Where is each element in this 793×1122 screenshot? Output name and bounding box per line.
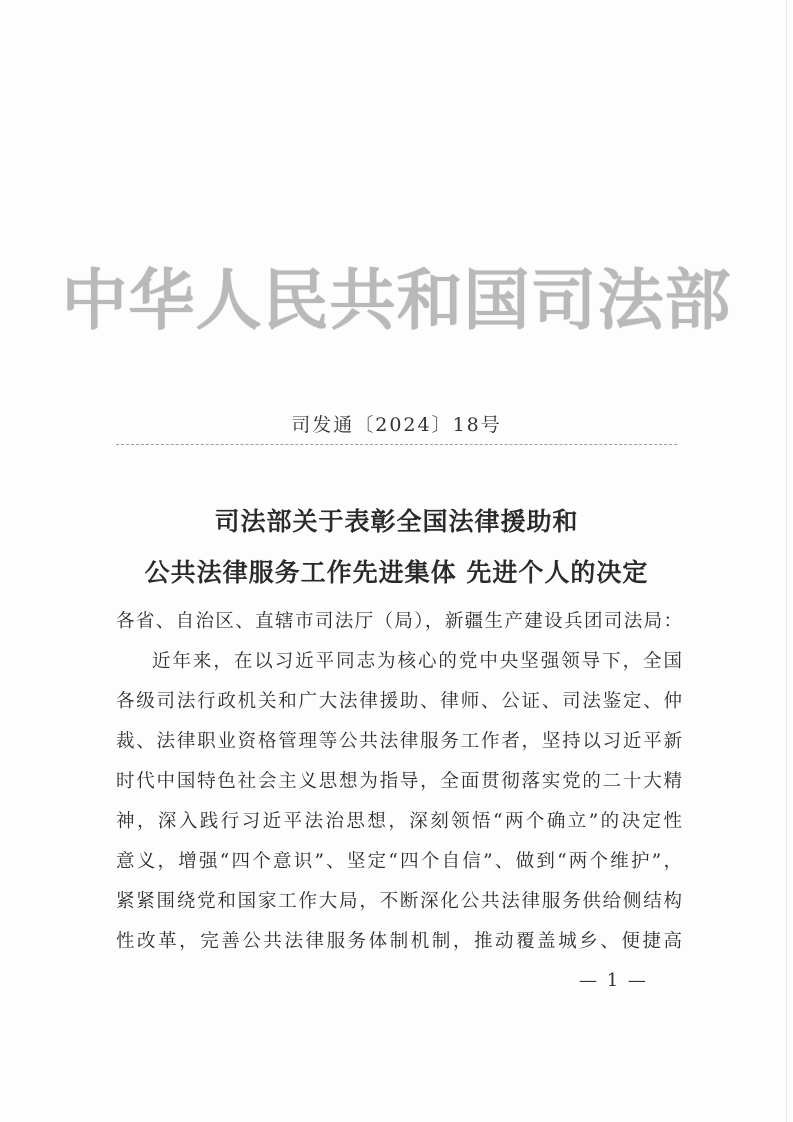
document-title-line-2: 公共法律服务工作先进集体 先进个人的决定 xyxy=(144,558,649,587)
header-separator xyxy=(116,444,677,445)
body-line: 各级司法行政机关和广大法律援助、律师、公证、司法鉴定、仲 xyxy=(116,691,682,712)
document-title-line-1: 司法部关于表彰全国法律援助和 xyxy=(214,507,579,536)
body-line: 性改革，完善公共法律服务体制机制，推动覆盖城乡、便捷高 xyxy=(116,931,682,952)
body-line: 意义，增强“四个意识”、坚定“四个自信”、做到“两个维护”， xyxy=(116,851,682,872)
issuer-header: 中华人民共和国司法部 xyxy=(61,262,732,339)
page-number: — 1 — xyxy=(579,970,648,991)
body-line: 近年来，在以习近平同志为核心的党中央坚强领导下，全国 xyxy=(152,651,682,672)
body-line: 神，深入践行习近平法治思想，深刻领悟“两个确立”的决定性 xyxy=(116,811,682,832)
body-line: 裁、法律职业资格管理等公共法律服务工作者，坚持以习近平新 xyxy=(116,731,682,752)
body-line: 紧紧围绕党和国家工作大局，不断深化公共法律服务供给侧结构 xyxy=(116,891,682,912)
document-number: 司发通〔2024〕18号 xyxy=(291,414,502,436)
addressee-line: 各省、自治区、直辖市司法厅（局），新疆生产建设兵团司法局： xyxy=(116,611,682,632)
body-line: 时代中国特色社会主义思想为指导，全面贯彻落实党的二十大精 xyxy=(116,771,682,792)
